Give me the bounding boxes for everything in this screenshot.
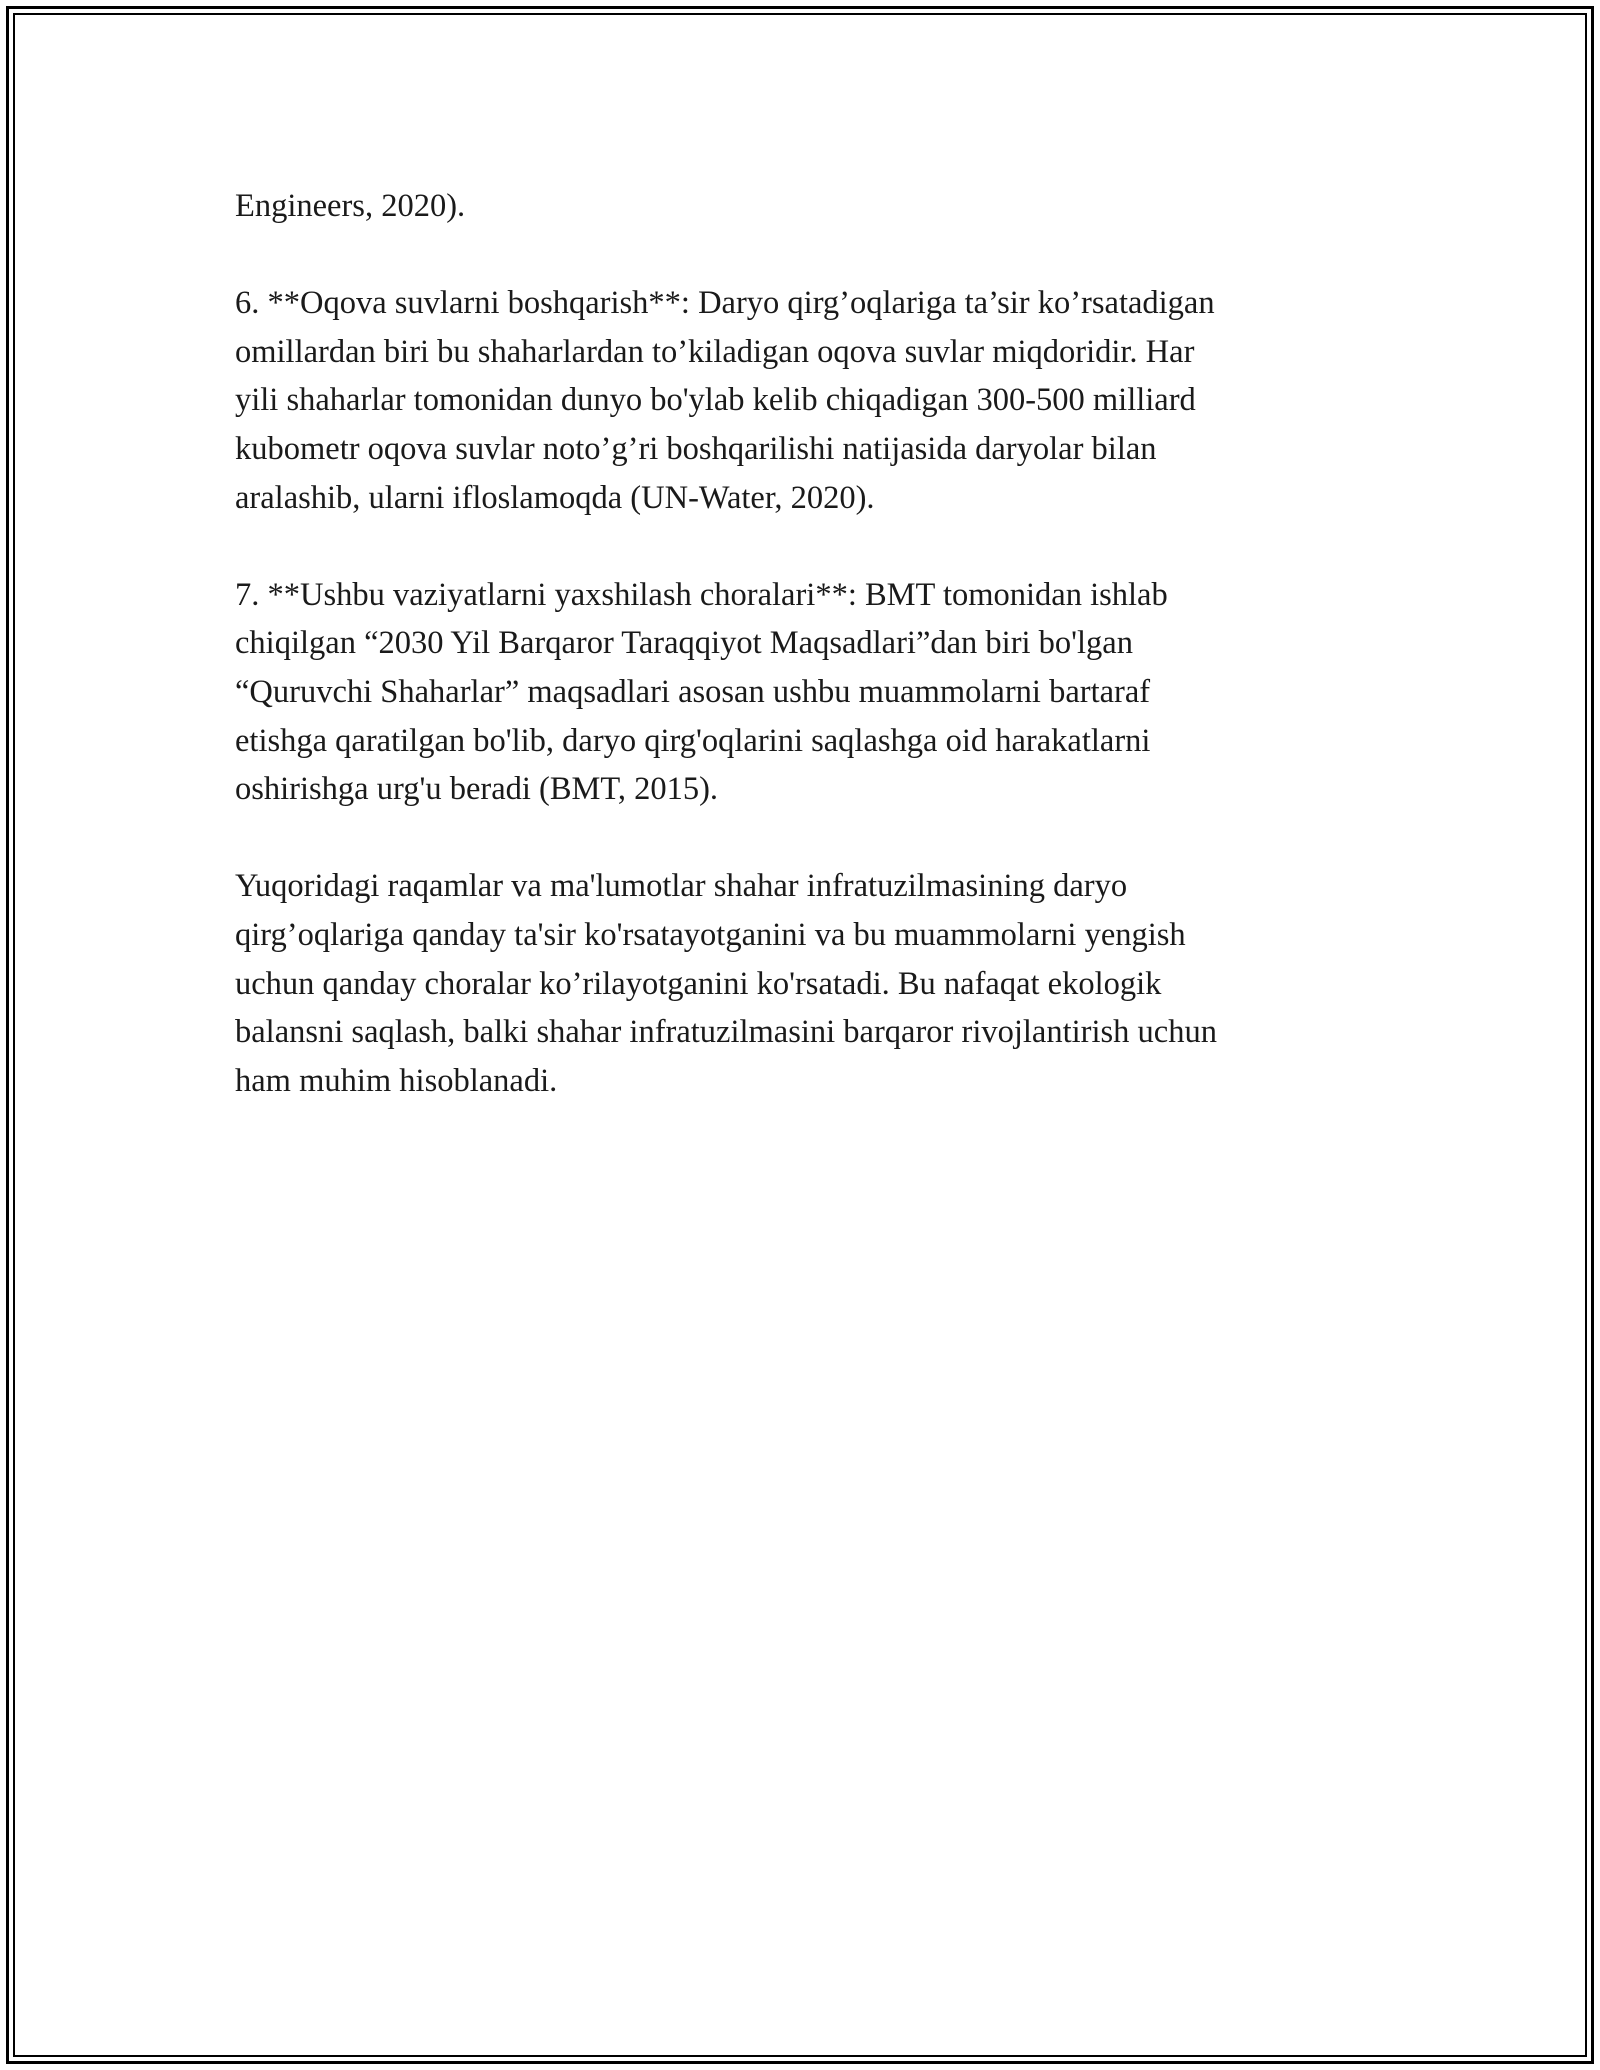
paragraph-continuation: Engineers, 2020). [235,188,466,224]
paragraph-wastewater-management: 6. **Oqova suvlarni boshqarish**: Daryo qirg’oqlariga ta’sir ko’rsatadigan omillardan biri bu shaharlardan to’kiladigan oqova suvlar miqdoridir. Har yili shaharlar tomonidan dunyo bo'ylab kelib chiqadigan 300-500 milliard kubometr oqova suvlar noto’g’ri boshqarilishi natijasida daryolar bilan aralashib, ularni ifloslamoqda (UN-Water, 2020). [235,285,1215,516]
paragraph-conclusion: Yuqoridagi raqamlar va ma'lumotlar shahar infratuzilmasining daryo qirg’oqlariga qanday ta'sir ko'rsatayotganini va bu muammolarni yengish uchun qanday choralar ko’rilayotganini ko'rsatadi. Bu nafaqat ekologik balansni saqlash, balki shahar infratuzilmasini barqaror rivojlantirish uchun ham muhim hisoblanadi. [235,868,1217,1099]
paragraph-improvement-measures: 7. **Ushbu vaziyatlarni yaxshilash choralari**: BMT tomonidan ishlab chiqilgan “2030 Yil Barqaror Taraqqiyot Maqsadlari”dan biri bo'lgan “Quruvchi Shaharlar” maqsadlari asosan ushbu muammolarni bartaraf etishga qaratilgan bo'lib, daryo qirg'oqlarini saqlashga oid harakatlarni oshirishga urg'u beradi (BMT, 2015). [235,576,1168,808]
document-body [235,182,1365,1154]
